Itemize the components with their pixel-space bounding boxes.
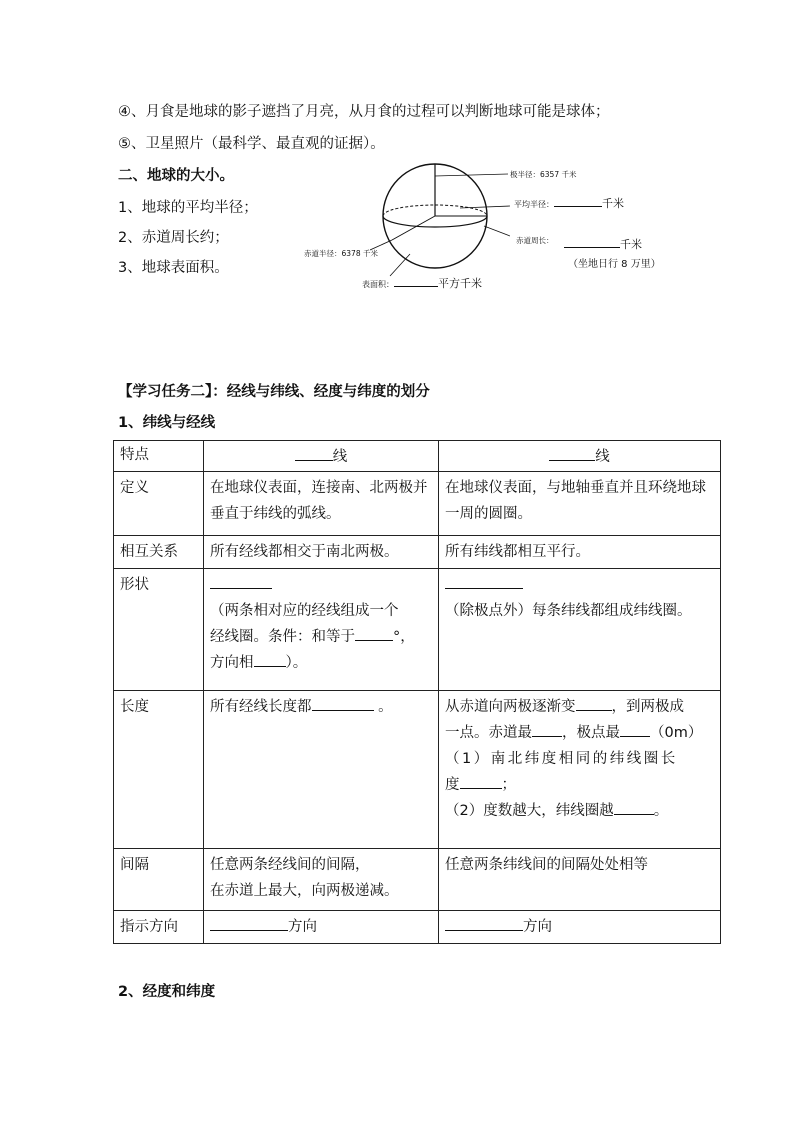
travel-note: （坐地日行 8 万里） — [568, 259, 661, 270]
task2-title: 【学习任务二】：经线与纬线、经度与纬度的划分 — [118, 384, 430, 400]
length-equal-blank[interactable] — [460, 772, 502, 789]
relation-parallel: 所有纬线都相互平行。 — [439, 536, 721, 569]
shape-parallel: （除极点外）每条纬线都组成纬线圈。 — [439, 569, 721, 691]
length-pole-blank[interactable] — [620, 720, 650, 737]
surface-area-blank[interactable] — [394, 277, 438, 287]
header-parallel-blank[interactable] — [549, 444, 595, 461]
header-meridian-blank[interactable] — [295, 444, 333, 461]
definition-meridian: 在地球仪表面，连接南、北两极并垂直于纬线的弧线。 — [204, 472, 439, 536]
earth-sphere-diagram — [370, 150, 510, 290]
shape-sum-blank[interactable] — [355, 624, 393, 641]
row-label-relation: 相互关系 — [114, 536, 204, 569]
surface-area-label: 表面积： 平方千米 — [362, 277, 482, 290]
direction-meridian: 方向 — [204, 911, 439, 944]
task2-subtitle-2: 2、经度和纬度 — [118, 984, 216, 1000]
mean-radius-blank[interactable] — [554, 197, 602, 207]
length-parallel: 从赤道向两极逐渐变 ，到两极成 一点。赤道最 ，极点最 （0m） （1）南北纬度相同的纬线圈长 度 ； （2）度数越大，纬线圈越 。 — [439, 691, 721, 849]
interval-meridian: 任意两条经线间的间隔， 在赤道上最大，向两极递减。 — [204, 849, 439, 911]
header-parallel: 线 — [439, 441, 721, 472]
item-5: ⑤、卫星照片（最科学、最直观的证据）。 — [118, 136, 385, 152]
shape-parallel-blank[interactable] — [445, 572, 523, 589]
length-equator-blank[interactable] — [532, 720, 562, 737]
row-label-interval: 间隔 — [114, 849, 204, 911]
table-row-definition — [114, 472, 721, 536]
table-row-header — [114, 441, 721, 472]
table-row-relation — [114, 536, 721, 569]
row-label-direction: 指示方向 — [114, 911, 204, 944]
length-meridian: 所有经线长度都 。 — [204, 691, 439, 849]
equator-radius-label: 赤道半径：6378 千米 — [304, 249, 378, 258]
meridian-parallel-table — [113, 440, 721, 944]
table-row-shape — [114, 569, 721, 691]
direction-meridian-blank[interactable] — [210, 914, 288, 931]
shape-direction-blank[interactable] — [254, 650, 286, 667]
polar-radius-label: 极半径：6357 千米 — [510, 170, 577, 179]
equator-circumference-label: 赤道周长： — [516, 236, 554, 245]
size-item-1: 1、地球的平均半径； — [118, 200, 258, 216]
length-change-blank[interactable] — [576, 694, 612, 711]
size-item-3: 3、地球表面积。 — [118, 260, 229, 276]
definition-parallel: 在地球仪表面，与地轴垂直并且环绕地球一周的圆圈。 — [439, 472, 721, 536]
length-meridian-blank[interactable] — [312, 694, 374, 711]
mean-radius-label: 平均半径： 千米 — [514, 197, 624, 210]
interval-parallel: 任意两条纬线间的间隔处处相等 — [439, 849, 721, 911]
header-meridian: 线 — [204, 441, 439, 472]
size-item-2: 2、赤道周长约； — [118, 230, 229, 246]
equator-circumference-answer: 千米 — [564, 238, 642, 252]
table-row-direction — [114, 911, 721, 944]
equator-circumference-blank[interactable] — [564, 238, 620, 248]
length-degree-blank[interactable] — [614, 798, 654, 815]
item-4: ④、月食是地球的影子遮挡了月亮，从月食的过程可以判断地球可能是球体； — [118, 104, 610, 120]
header-feature: 特点 — [114, 441, 204, 472]
relation-meridian: 所有经线都相交于南北两极。 — [204, 536, 439, 569]
task2-subtitle-1: 1、纬线与经线 — [118, 415, 216, 431]
direction-parallel: 方向 — [439, 911, 721, 944]
section-title-earth-size: 二、地球的大小。 — [118, 168, 234, 184]
row-label-length: 长度 — [114, 691, 204, 849]
table-row-interval — [114, 849, 721, 911]
row-label-definition: 定义 — [114, 472, 204, 536]
direction-parallel-blank[interactable] — [445, 914, 523, 931]
shape-meridian: （两条相对应的经线组成一个 经线圈。条件：和等于 °， 方向相 ）。 — [204, 569, 439, 691]
shape-meridian-blank[interactable] — [210, 572, 272, 589]
row-label-shape: 形状 — [114, 569, 204, 691]
table-row-length — [114, 691, 721, 849]
